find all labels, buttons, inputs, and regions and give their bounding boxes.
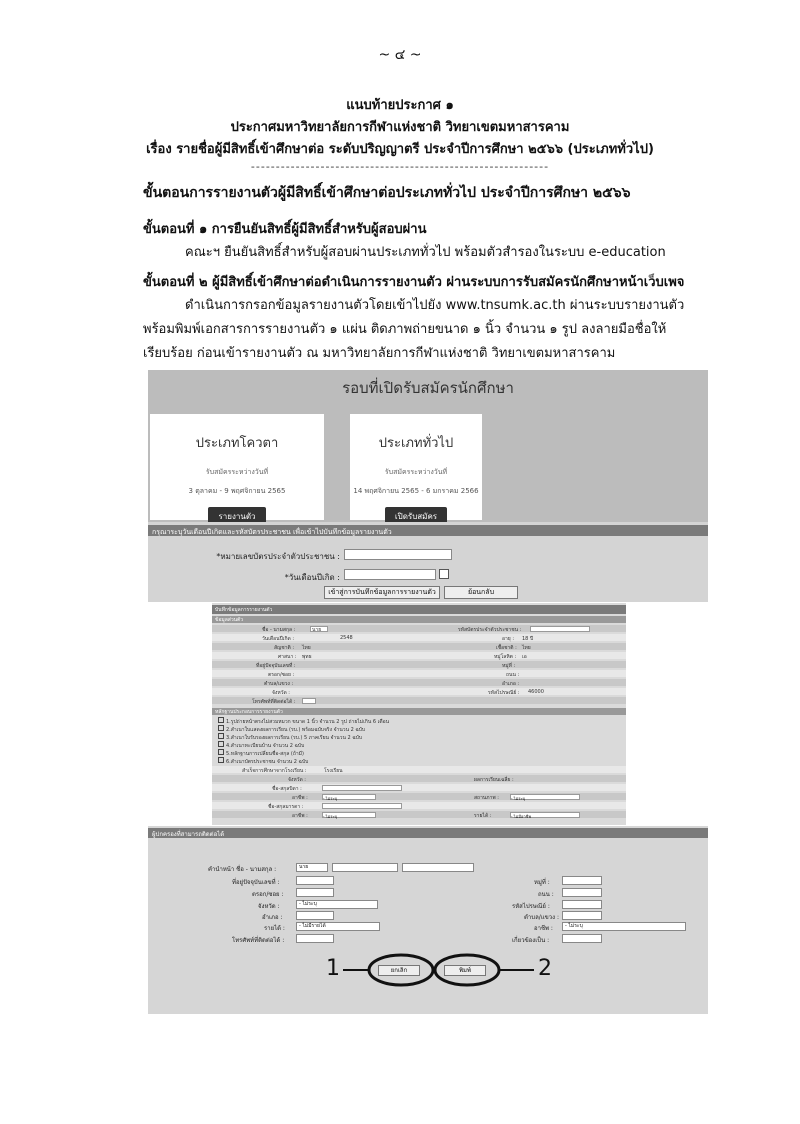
guardian-income-select[interactable]: - ไม่มีรายได้	[296, 922, 380, 931]
back-button[interactable]: ย้อนกลับ	[444, 586, 518, 599]
postcode-label: รหัสไปรษณีย์ :	[488, 690, 520, 696]
mother-income-label: รายได้ :	[474, 813, 492, 819]
annotation-circle-1	[369, 955, 433, 985]
mother-income-select[interactable]: - ไม่มีอาชีพ	[510, 812, 580, 818]
name-label: ชื่อ - นามสกุล :	[262, 627, 296, 633]
father-occupation-label: อาชีพ :	[292, 795, 308, 801]
province-label: จังหวัด :	[272, 690, 290, 696]
open-registration-button[interactable]: เปิดรับสมัคร	[385, 507, 447, 526]
mother-label: ชื่อ-สกุลมารดา :	[268, 804, 304, 810]
citizen-id-label: รหัสบัตรประจำตัวประชาชน :	[458, 627, 522, 633]
step1-text: คณะฯ ยืนยันสิทธิ์สำหรับผู้สอบผ่านประเภททั่วไป พร้อมตัวสำรองในระบบ e-education	[185, 245, 666, 260]
mother-occupation-label: อาชีพ :	[292, 813, 308, 819]
id-label: *หมายเลขบัตรประจำตัวประชาชน :	[216, 552, 340, 561]
moo-label: หมู่ที่ :	[502, 663, 516, 669]
nationality-label: สัญชาติ :	[274, 645, 295, 651]
dob-label: *วันเดือนปีเกิด :	[284, 573, 340, 582]
step2-line3: เรียบร้อย ก่อนเข้ารายงานตัว ณ มหาวิทยาลัยการกีฬาแห่งชาติ วิทยาเขตมหาสารคาม	[143, 346, 616, 361]
birth-year: 2548	[340, 635, 353, 641]
religion-value: พุทธ	[302, 654, 312, 660]
step2-title: ขั้นตอนที่ ๒ ผู้มีสิทธิ์เข้าศึกษาต่อดำเนินการรายงานตัว ผ่านระบบการรับสมัครนักศึกษาหน้าเว็บเพจ	[143, 275, 685, 290]
postcode-value: 46000	[528, 689, 544, 695]
doc-item-3[interactable]: 3.สำเนาใบรับรองผลการเรียน (รบ.) 5 ภาคเรียน จำนวน 2 ฉบับ	[218, 733, 362, 742]
submit-report-button[interactable]: เข้าสู่การบันทึกข้อมูลการรายงานตัว	[324, 586, 440, 599]
guardian-prefix-select[interactable]: นาย	[296, 863, 328, 872]
subdistrict-label: ตำบล/แขวง :	[264, 681, 294, 687]
annotation-circle-2	[435, 955, 499, 985]
gpa-label: ผลการเรียนเฉลี่ย :	[474, 777, 514, 783]
guardian-phone-label: โทรศัพท์ที่ติดต่อได้ :	[232, 937, 285, 944]
guardian-subdistrict-label: ตำบล/แขวง :	[524, 914, 559, 921]
school-province-label: จังหวัด :	[288, 777, 306, 783]
blood-value: เอ	[522, 654, 527, 660]
annotation-label-1: 1	[326, 956, 340, 981]
blood-label: หมู่โลหิต :	[494, 654, 517, 660]
age-value: 18 ปี	[522, 636, 534, 642]
prefix-value: นาย	[312, 627, 322, 633]
step2-line2: พร้อมพิมพ์เอกสารการรายงานตัว ๑ แผ่น ติดภาพถ่ายขนาด ๑ นิ้ว จำนวน ๑ รูป ลงลายมือชื่อให้	[143, 322, 667, 337]
school-value: โรงเรียน	[324, 768, 343, 774]
report-button[interactable]: รายงานตัว	[208, 507, 265, 526]
page-number: ~ ๔ ~	[378, 47, 422, 63]
father-occupation-select[interactable]: - ไม่ระบุ	[322, 794, 376, 800]
divider: ------------------------------------------------------------	[250, 160, 550, 173]
guardian-province-select[interactable]: - ไม่ระบุ	[296, 900, 378, 909]
login-instruction: กรุณาระบุวันเดือนปีเกิดและรหัสบัตรประชาชน เพื่อเข้าไปบันทึกข้อมูลรายงานตัว	[148, 525, 708, 536]
print-button[interactable]: พิมพ์	[444, 965, 486, 976]
general-card-title: ประเภททั่วไป	[378, 436, 454, 451]
guardian-relation-label: เกี่ยวข้องเป็น :	[512, 937, 550, 944]
docs-section: หลักฐานประกอบการรายงานตัว	[212, 708, 626, 715]
ethnicity-label: เชื้อชาติ :	[496, 645, 517, 651]
general-card-dates: 14 พฤศจิกายน 2565 - 6 มกราคม 2566	[353, 487, 479, 495]
doc-item-5[interactable]: 5.หลักฐานการเปลี่ยนชื่อ-สกุล (ถ้ามี)	[218, 749, 304, 758]
road-label: ถนน :	[506, 672, 520, 678]
doc-item-4[interactable]: 4.สำเนาทะเบียนบ้าน จำนวน 2 ฉบับ	[218, 741, 304, 750]
father-status-label: สถานภาพ :	[474, 795, 499, 801]
guardian-province-label: จังหวัด :	[258, 903, 280, 910]
guardian-occupation-label: อาชีพ :	[534, 925, 553, 932]
guardian-name-label: คำนำหน้า ชื่อ - นามสกุล :	[208, 866, 277, 873]
personal-section: ข้อมูลส่วนตัว	[212, 616, 626, 623]
mother-occupation-select[interactable]: - ไม่ระบุ	[322, 812, 376, 818]
annotation-label-2: 2	[538, 956, 552, 981]
form-title: บันทึกข้อมูลการรายงานตัว	[212, 605, 626, 614]
dob-label-form: วันเดือนปีเกิด :	[262, 636, 295, 642]
guardian-postcode-label: รหัสไปรษณีย์ :	[512, 903, 550, 910]
nationality-value: ไทย	[302, 645, 311, 651]
quota-card-dates: 3 ตุลาคม - 9 พฤศจิกายน 2565	[188, 487, 286, 495]
phone-label: โทรศัพท์ที่ติดต่อได้ :	[252, 699, 296, 705]
doc-item-2[interactable]: 2.สำเนาใบแสดงผลการเรียน (รบ.) พร้อมฉบับจริง จำนวน 2 ฉบับ	[218, 725, 365, 734]
cancel-button[interactable]: ยกเลิก	[378, 965, 420, 976]
district-label: อำเภอ :	[502, 681, 520, 687]
guardian-moo-label: หมู่ที่ :	[534, 879, 550, 886]
general-card-sub: รับสมัครระหว่างวันที่	[384, 468, 448, 476]
guardian-district-label: อำเภอ :	[262, 914, 283, 921]
guardian-section: ผู้ปกครองที่สามารถติดต่อได้	[148, 828, 708, 838]
doc-item-1[interactable]: 1.รูปถ่ายหน้าตรงไม่สวมหมวก ขนาด 1 นิ้ว จำนวน 2 รูป ถ่ายไม่เกิน 6 เดือน	[218, 717, 389, 726]
doc-item-6[interactable]: 6.สำเนาบัตรประชาชน จำนวน 2 ฉบับ	[218, 757, 308, 766]
school-label: สำเร็จการศึกษาจากโรงเรียน :	[242, 768, 307, 774]
guardian-soi-label: ตรอก/ซอย :	[252, 891, 284, 898]
father-label: ชื่อ-สกุลบิดา :	[272, 786, 302, 792]
attachment-title: แนบท้ายประกาศ ๑	[346, 98, 454, 113]
step2-line1: ดำเนินการกรอกข้อมูลรายงานตัวโดยเข้าไปยัง www.tnsumk.ac.th ผ่านระบบรายงานตัว	[185, 298, 685, 313]
quota-card-sub: รับสมัครระหว่างวันที่	[205, 468, 269, 476]
religion-label: ศาสนา :	[278, 654, 297, 660]
guardian-occupation-select[interactable]: - ไม่ระบุ	[562, 922, 686, 931]
guardian-road-label: ถนน :	[538, 891, 554, 898]
guardian-income-label: รายได้ :	[264, 925, 285, 932]
round-title: รอบที่เปิดรับสมัครนักศึกษา	[342, 379, 514, 397]
age-label: อายุ :	[502, 636, 515, 642]
address-label: ที่อยู่ปัจจุบันเลขที่ :	[256, 663, 296, 669]
soi-label: ตรอก/ซอย :	[268, 672, 295, 678]
father-status-select[interactable]: - ไม่ระบุ	[510, 794, 580, 800]
section-title: ขั้นตอนการรายงานตัวผู้มีสิทธิ์เข้าศึกษาต่อประเภททั่วไป ประจำปีการศึกษา ๒๕๖๖	[143, 185, 631, 201]
subject-line: เรื่อง รายชื่อผู้มีสิทธิ์เข้าศึกษาต่อ ระดับปริญญาตรี ประจำปีการศึกษา ๒๕๖๖ (ประเภททั่วไป)	[146, 142, 654, 157]
announcement-title: ประกาศมหาวิทยาลัยการกีฬาแห่งชาติ วิทยาเขตมหาสารคาม	[230, 120, 570, 135]
step1-title: ขั้นตอนที่ ๑ การยืนยันสิทธิ์ผู้มีสิทธิ์สำหรับผู้สอบผ่าน	[143, 222, 427, 237]
quota-card-title: ประเภทโควตา	[195, 436, 279, 451]
ethnicity-value: ไทย	[522, 645, 531, 651]
guardian-address-label: ที่อยู่ปัจจุบันเลขที่ :	[232, 879, 280, 886]
